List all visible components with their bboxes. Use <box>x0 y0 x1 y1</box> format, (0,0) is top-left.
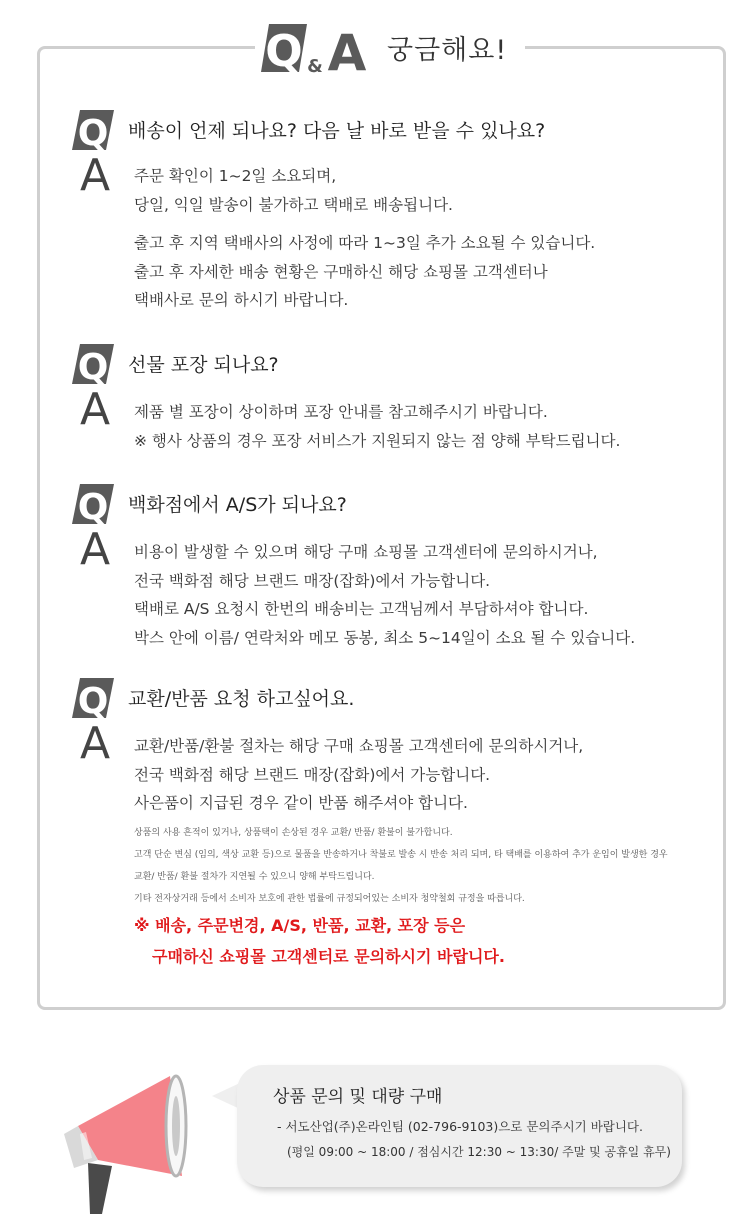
question-row <box>70 112 710 148</box>
answer-text <box>134 162 595 315</box>
logo-amp-text: & <box>307 56 323 74</box>
faq-item-after-service <box>70 486 710 662</box>
answer-a-icon: A <box>80 384 111 435</box>
question-q-icon <box>70 484 116 524</box>
answer-text <box>134 538 635 652</box>
answer-area <box>70 382 710 462</box>
answer-area <box>70 716 710 916</box>
contact-hours-line: (평일 09:00 ~ 18:00 / 점심시간 12:30 ~ 13:30/ 주말 및 공휴일 휴무) <box>287 1145 671 1159</box>
question-row <box>70 346 710 382</box>
answer-line: ※ 행사 상품의 경우 포장 서비스가 지원되지 않는 점 양해 부탁드립니다. <box>134 431 621 450</box>
qa-logo-icon <box>255 22 373 74</box>
question-q-icon <box>70 678 116 718</box>
answer-line: 박스 안에 이름/ 연락처와 메모 동봉, 최소 5~14일이 소요 될 수 있습니다. <box>134 628 636 647</box>
question-text: 교환/반품 요청 하고싶어요. <box>128 688 355 710</box>
question-row <box>70 486 710 522</box>
logo-a-text: A <box>327 24 367 74</box>
fine-print-line: 고객 단순 변심 (임의, 색상 교환 등)으로 물품을 반송하거나 착불로 발송 시 반송 처리 되며, 타 택배를 이용하여 추가 운임이 발생한 경우 <box>134 850 668 860</box>
svg-text:Q: Q <box>77 487 109 524</box>
notice-text <box>134 910 505 972</box>
question-text: 선물 포장 되나요? <box>128 354 279 376</box>
fine-print-line: 교환/ 반품/ 환불 절차가 지연될 수 있으니 양해 부탁드립니다. <box>134 872 375 882</box>
answer-line: 비용이 발생할 수 있으며 해당 구매 쇼핑몰 고객센터에 문의하시거나, <box>134 543 598 561</box>
question-q-icon <box>70 110 116 150</box>
svg-text:Q: Q <box>77 347 109 384</box>
answer-area <box>70 148 710 308</box>
page-title: 궁금해요! <box>387 35 508 66</box>
svg-text:Q: Q <box>77 113 109 150</box>
contact-title: 상품 문의 및 대량 구매 <box>273 1087 443 1107</box>
answer-line: 주문 확인이 1~2일 소요되며, <box>134 167 337 185</box>
answer-line: 택배로 A/S 요청시 한번의 배송비는 고객님께서 부담하셔야 합니다. <box>134 600 589 618</box>
panel-header <box>255 22 525 74</box>
question-row <box>70 680 710 716</box>
svg-text:Q: Q <box>77 681 109 718</box>
answer-line: 당일, 익일 발송이 불가하고 택배로 배송됩니다. <box>134 195 453 214</box>
answer-line: 교환/반품/환불 절차는 해당 구매 쇼핑몰 고객센터에 문의하시거나, <box>134 737 584 755</box>
answer-line: 제품 별 포장이 상이하며 포장 안내를 참고해주시기 바랍니다. <box>134 403 548 421</box>
faq-item-exchange-return <box>70 680 710 916</box>
megaphone-icon <box>58 1068 198 1220</box>
answer-text <box>134 732 583 818</box>
notice-line: 구매하신 쇼핑몰 고객센터로 문의하시기 바랍니다. <box>152 947 505 966</box>
answer-line: 출고 후 자세한 배송 현황은 구매하신 해당 쇼핑몰 고객센터나 <box>134 262 548 281</box>
question-text: 백화점에서 A/S가 되나요? <box>128 494 347 516</box>
answer-line: 택배사로 문의 하시기 바랍니다. <box>134 291 349 309</box>
notice-line: ※ 배송, 주문변경, A/S, 반품, 교환, 포장 등은 <box>134 916 466 935</box>
faq-item-delivery <box>70 112 710 308</box>
answer-line: 출고 후 지역 택배사의 사정에 따라 1~3일 추가 소요될 수 있습니다. <box>134 234 596 252</box>
answer-a-icon: A <box>80 718 111 769</box>
fine-print-line: 상품의 사용 흔적이 있거나, 상품택이 손상된 경우 교환/ 반품/ 환불이 불가합니다. <box>134 828 453 838</box>
question-q-icon <box>70 344 116 384</box>
faq-item-gift-wrap <box>70 346 710 462</box>
question-text: 배송이 언제 되나요? 다음 날 바로 받을 수 있나요? <box>128 120 546 142</box>
fine-print-line: 기타 전자상거래 등에서 소비자 보호에 관한 법률에 규정되어있는 소비자 청약철회 규정을 따릅니다. <box>134 894 525 904</box>
answer-line: 전국 백화점 해당 브랜드 매장(잡화)에서 가능합니다. <box>134 571 491 590</box>
answer-a-icon: A <box>80 150 111 201</box>
answer-line: 전국 백화점 해당 브랜드 매장(잡화)에서 가능합니다. <box>134 765 491 784</box>
logo-q-text: Q <box>265 26 303 74</box>
answer-line: 사은품이 지급된 경우 같이 반품 해주셔야 합니다. <box>134 794 468 812</box>
answer-area <box>70 522 710 662</box>
contact-phone-line: - 서도산업(주)온라인팀 (02-796-9103)으로 문의주시기 바랍니다. <box>277 1119 643 1134</box>
answer-text <box>134 398 620 455</box>
answer-fine-print <box>134 822 668 910</box>
answer-a-icon: A <box>80 524 111 575</box>
